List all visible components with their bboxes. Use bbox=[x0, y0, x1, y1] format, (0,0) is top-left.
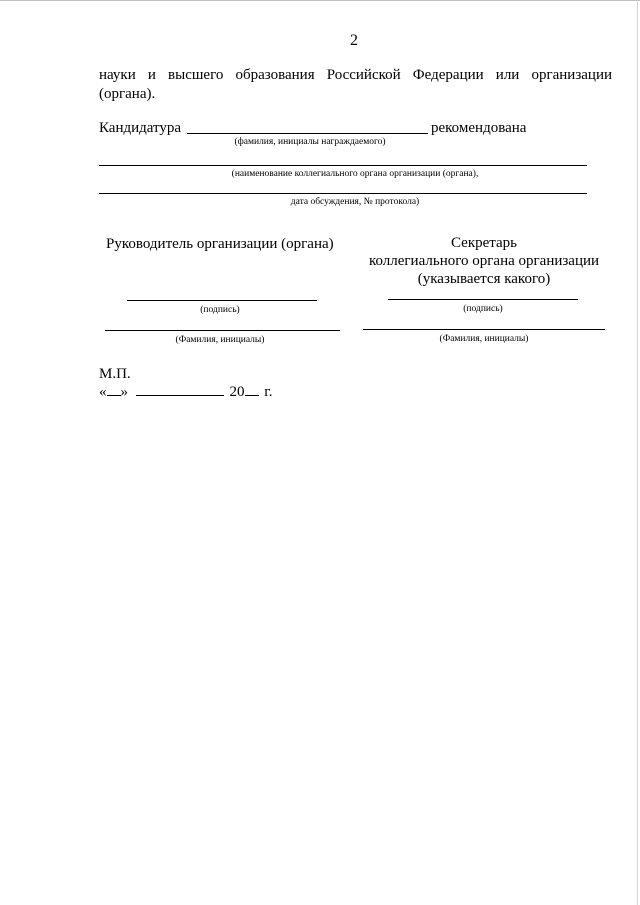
intro-line-2: (органа). bbox=[99, 86, 156, 102]
day-blank bbox=[107, 383, 121, 396]
secretary-name-line bbox=[363, 329, 605, 330]
head-signature-line bbox=[127, 300, 317, 301]
page-right-edge bbox=[637, 0, 638, 905]
head-name-caption: (Фамилия, инициалы) bbox=[175, 335, 265, 345]
page-top-edge bbox=[0, 0, 640, 1]
secretary-signature-caption: (подпись) bbox=[463, 304, 503, 314]
signing-date bbox=[99, 383, 272, 401]
month-blank bbox=[136, 383, 224, 396]
candidate-name-line bbox=[187, 133, 428, 134]
secretary-title-line-2: коллегиального органа организации bbox=[368, 253, 600, 269]
collegial-body-caption: (наименование коллегиального органа организации (органа), bbox=[231, 169, 479, 179]
secretary-title-line-3: (указывается какого) bbox=[417, 271, 551, 287]
intro-line-1: науки и высшего образования Российской Федерации или организации bbox=[99, 67, 612, 83]
year-blank bbox=[245, 383, 259, 396]
date-protocol-line bbox=[99, 193, 587, 194]
head-name-line bbox=[105, 330, 340, 331]
page-number: 2 bbox=[350, 32, 358, 49]
secretary-signature-line bbox=[388, 299, 578, 300]
candidacy-label: Кандидатура bbox=[99, 120, 182, 136]
date-open-quote: « bbox=[99, 384, 107, 400]
candidate-name-caption: (фамилия, инициалы награждаемого) bbox=[234, 137, 386, 147]
date-protocol-caption: дата обсуждения, № протокола) bbox=[290, 197, 420, 207]
year-suffix: г. bbox=[264, 384, 273, 400]
seal-mark: М.П. bbox=[99, 366, 131, 382]
date-close-quote: » bbox=[120, 384, 128, 400]
recommended-label: рекомендована bbox=[431, 120, 527, 136]
year-prefix: 20 bbox=[229, 384, 245, 400]
secretary-title-line-1: Секретарь bbox=[450, 235, 518, 251]
head-signature-caption: (подпись) bbox=[200, 305, 240, 315]
collegial-body-line bbox=[99, 165, 587, 166]
secretary-name-caption: (Фамилия, инициалы) bbox=[439, 334, 529, 344]
head-title: Руководитель организации (органа) bbox=[106, 236, 334, 252]
